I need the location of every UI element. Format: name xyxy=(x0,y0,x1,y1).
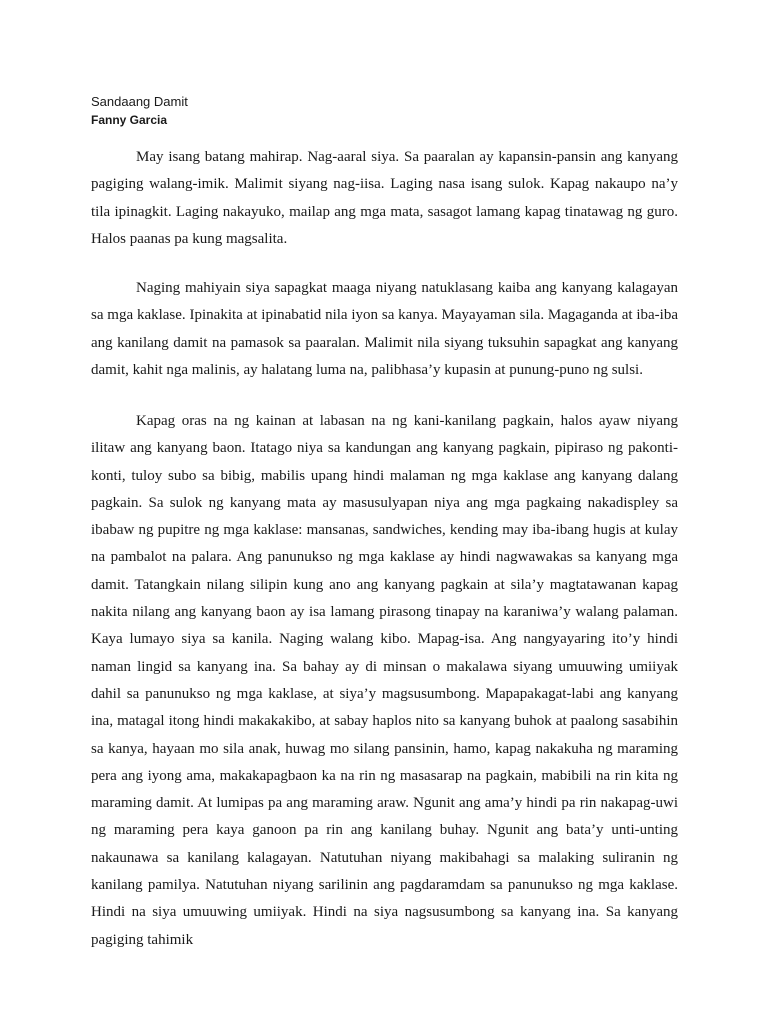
document-author: Fanny Garcia xyxy=(91,113,168,127)
document-title: Sandaang Damit xyxy=(91,94,188,109)
paragraph-3: Kapag oras na ng kainan at labasan na ng kani-kanilang pagkain, halos ayaw niyang ilitaw ang kanyang baon. Itatago niya sa kandungan ang kanyang pagkain, pipiraso ng pakonti-konti, tuloy subo sa bibig, mabilis upang hindi malaman ng mga kaklase ang kanyang dalang pagkain. Sa sulok ng kanyang mata ay masusulyapan niya ang mga pagkaing nakadispley sa ibabaw ng pupitre ng mga kaklase: mansanas, sandwiches, kending may iba-ibang hugis at kulay na pambalot na palara. Ang panunukso ng mga kaklase ay hindi nagwawakas sa kanyang mga damit. Tatangkain nilang silipin kung ano ang kanyang pagkain at sila’y magtatawanan kapag nakita nilang ang kanyang baon ay isa lamang pirasong tinapay na karaniwa’y walang palaman. Kaya lumayo siya sa kanila. Naging walang kibo. Mapag-isa. Ang nangyayaring ito’y hindi naman lingid sa kanyang ina. Sa bahay ay di minsan o makalawa siyang umuuwing umiiyak dahil sa panunukso ng mga kaklase, at siya’y magsusumbong. Mapapakagat-labi ang kanyang ina, matagal itong hindi makakakibo, at sabay haplos nito sa kanyang buhok at paalong sasabihin sa kanya, hayaan mo sila anak, huwag mo silang pansinin, hamo, kapag nakakuha ng maraming pera ang iyong ama, makakapagbaon ka na rin ng masasarap na pagkain, mabibili na rin kita ng maraming damit. At lumipas pa ang maraming araw. Ngunit ang ama’y hindi pa rin nakapag-uwi ng maraming pera kaya ganoon pa rin ang kanilang buhay. Ngunit ang bata’y unti-unting nakaunawa sa kanilang kalagayan. Natutuhan niyang makibahagi sa malaking suliranin ng kanilang pamilya. Natutuhan niyang sarilinin ang pagdaramdam sa panunukso ng mga kaklase. Hindi na siya umuuwing umiiyak. Hindi na siya nagsusumbong sa kanyang ina. Sa kanyang pagiging tahimik xyxy=(91,413,678,948)
paragraph-1: May isang batang mahirap. Nag-aaral siya. Sa paaralan ay kapansin-pansin ang kanyang pagiging walang-imik. Malimit siyang nag-iisa. Laging nasa isang sulok. Kapag nakaupo na’y tila ipinagkit. Laging nakayuko, mailap ang mga mata, sasagot lamang kapag tinatawag ng guro. Halos paanas pa kung magsalita. xyxy=(91,149,678,247)
paragraph-2: Naging mahiyain siya sapagkat maaga niyang natuklasang kaiba ang kanyang kalagayan sa mga kaklase. Ipinakita at ipinabatid nila iyon sa kanya. Mayayaman sila. Magaganda at iba-iba ang kanilang damit na pamasok sa paaralan. Malimit nila siyang tuksuhin sapagkat ang kanyang damit, kahit nga malinis, ay halatang luma na, palibhasa’y kupasin at punung-puno ng sulsi. xyxy=(91,280,678,378)
document-header xyxy=(91,94,188,128)
